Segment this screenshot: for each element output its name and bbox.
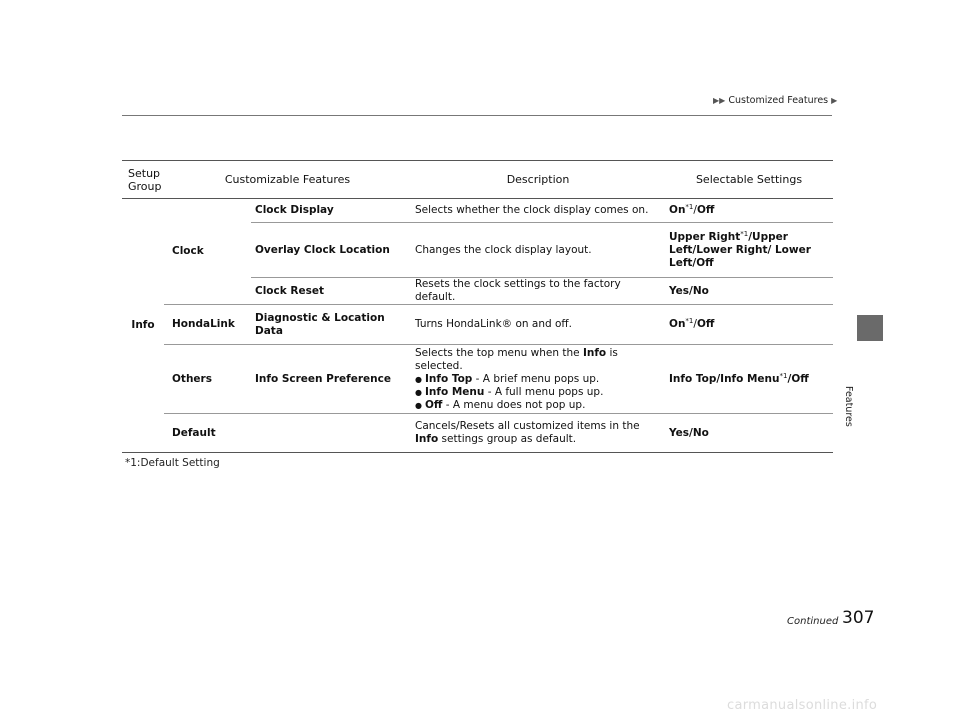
feature-clock-display: Clock Display <box>251 199 411 223</box>
description-clock-reset: Resets the clock settings to the factory default. <box>411 278 665 305</box>
feature-overlay-clock-location: Overlay Clock Location <box>251 223 411 278</box>
settings-clock-display: On$^{*1}$/Off <box>665 199 833 223</box>
subgroup-others: Others <box>164 345 251 414</box>
description-clock-display: Selects whether the clock display comes on. <box>411 199 665 223</box>
feature-clock-reset: Clock Reset <box>251 278 411 305</box>
subgroup-clock: Clock <box>164 199 251 305</box>
table-row <box>122 414 833 453</box>
option-list <box>415 373 661 412</box>
subgroup-hondalink: HondaLink <box>164 305 251 345</box>
description-overlay-clock-location: Changes the clock display layout. <box>411 223 665 278</box>
table-row <box>122 305 833 345</box>
description-default: Cancels/Resets all customized items in the Info settings group as default. <box>411 414 665 453</box>
breadcrumb-label: Customized Features <box>728 95 829 106</box>
watermark: carmanualsonline.info <box>727 698 878 713</box>
continued-label: Continued <box>787 616 839 627</box>
description-info-screen-preference: Selects the top menu when the Info is selected. ● Info Top - A brief menu pops up. ● Info Menu - A full menu pops up. ● Off - A menu does not pop up. <box>411 345 665 414</box>
feature-default-empty <box>251 414 411 453</box>
description-diagnostic-location-data: Turns HondaLink® on and off. <box>411 305 665 345</box>
breadcrumb-arrow-icon: ▶▶ <box>713 96 726 105</box>
settings-info-screen-preference: Info Top/Info Menu$^{*1}$/Off <box>665 345 833 414</box>
footnote: *1:Default Setting <box>125 457 220 469</box>
table-row <box>122 345 833 414</box>
feature-diagnostic-location-data: Diagnostic & Location Data <box>251 305 411 345</box>
settings-overlay-clock-location: Upper Right$^{*1}$/Upper Left/Lower Right/ Lower Left/Off <box>665 223 833 278</box>
subgroup-default: Default <box>164 414 251 453</box>
list-item: ● Off - A menu does not pop up. <box>415 399 661 412</box>
settings-clock-reset: Yes/No <box>665 278 833 305</box>
breadcrumb <box>713 95 837 106</box>
table-header-row <box>122 161 833 199</box>
customized-features-table <box>122 160 833 453</box>
header-description: Description <box>411 161 665 199</box>
section-tab-marker <box>857 315 883 341</box>
header-selectable-settings: Selectable Settings <box>665 161 833 199</box>
header-divider <box>122 115 832 116</box>
settings-default: Yes/No <box>665 414 833 453</box>
table-row <box>122 199 833 223</box>
list-item: ● Info Menu - A full menu pops up. <box>415 386 661 399</box>
group-info: Info <box>122 199 164 453</box>
breadcrumb-arrow-icon: ▶ <box>831 96 838 105</box>
page-number: 307 <box>842 608 875 628</box>
section-side-label: Features <box>843 386 854 427</box>
list-item: ● Info Top - A brief menu pops up. <box>415 373 661 386</box>
header-setup-group: Setup Group <box>122 161 164 199</box>
header-customizable-features: Customizable Features <box>164 161 411 199</box>
settings-diagnostic-location-data: On$^{*1}$/Off <box>665 305 833 345</box>
feature-info-screen-preference: Info Screen Preference <box>251 345 411 414</box>
